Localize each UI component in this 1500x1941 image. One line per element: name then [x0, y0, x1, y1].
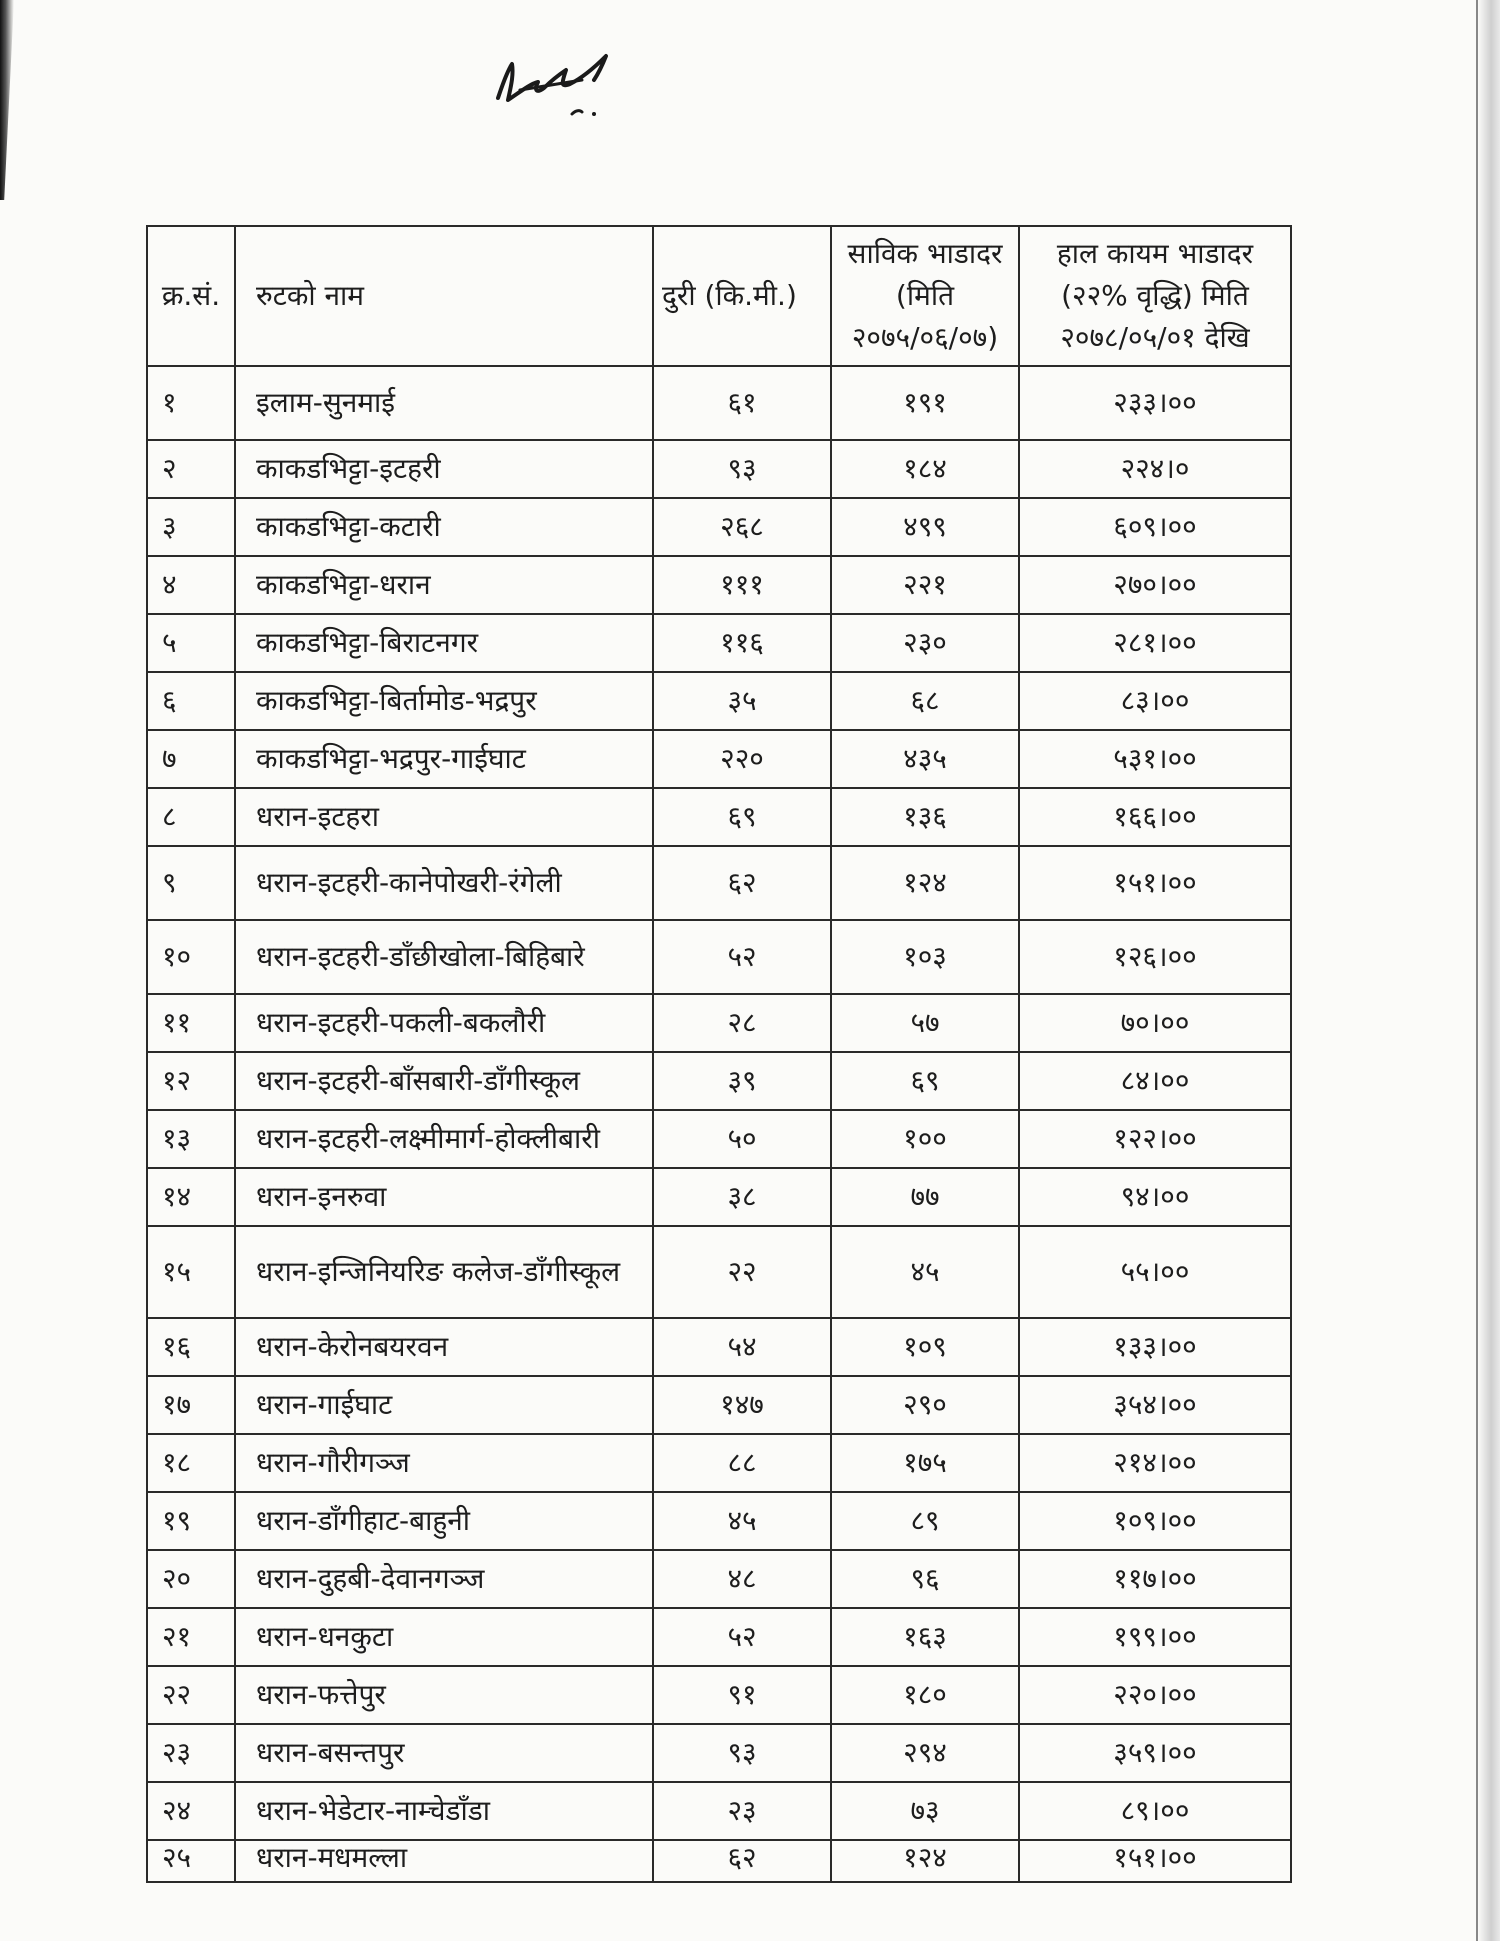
table-row — [147, 1782, 1291, 1840]
cell-distance: ५० — [653, 1110, 831, 1168]
cell-old-fare: १८४ — [831, 440, 1019, 498]
cell-new-fare: ३५४।०० — [1019, 1376, 1291, 1434]
cell-route-name: काकडभिट्टा-बिराटनगर — [235, 614, 653, 672]
cell-new-fare: ३५९।०० — [1019, 1724, 1291, 1782]
cell-old-fare: २३० — [831, 614, 1019, 672]
header-route-name: रुटको नाम — [235, 226, 653, 366]
cell-old-fare: १७५ — [831, 1434, 1019, 1492]
cell-distance: ३९ — [653, 1052, 831, 1110]
cell-route-name: धरान-इटहरा — [235, 788, 653, 846]
header-new-fare: हाल कायम भाडादर (२२% वृद्धि) मिति २०७८/०५/०१ देखि — [1019, 226, 1291, 366]
cell-route-name: धरान-केरोनबयरवन — [235, 1318, 653, 1376]
cell-route-name: धरान-दुहबी-देवानगञ्ज — [235, 1550, 653, 1608]
cell-old-fare: ९६ — [831, 1550, 1019, 1608]
cell-serial-number: ३ — [147, 498, 235, 556]
table-row — [147, 788, 1291, 846]
cell-old-fare: १६३ — [831, 1608, 1019, 1666]
cell-route-name: काकडभिट्टा-कटारी — [235, 498, 653, 556]
cell-route-name: इलाम-सुनमाई — [235, 366, 653, 440]
cell-serial-number: ४ — [147, 556, 235, 614]
cell-new-fare: १०९।०० — [1019, 1492, 1291, 1550]
cell-old-fare: २९० — [831, 1376, 1019, 1434]
cell-distance: ३८ — [653, 1168, 831, 1226]
cell-new-fare: २३३।०० — [1019, 366, 1291, 440]
table-row — [147, 1052, 1291, 1110]
cell-distance: ९३ — [653, 440, 831, 498]
cell-new-fare: ९४।०० — [1019, 1168, 1291, 1226]
header-distance: दुरी (कि.मी.) — [653, 226, 831, 366]
cell-route-name: धरान-इटहरी-पकली-बकलौरी — [235, 994, 653, 1052]
cell-distance: २८ — [653, 994, 831, 1052]
cell-old-fare: २९४ — [831, 1724, 1019, 1782]
table-row — [147, 1550, 1291, 1608]
cell-new-fare: ८९।०० — [1019, 1782, 1291, 1840]
cell-old-fare: १०० — [831, 1110, 1019, 1168]
cell-serial-number: १५ — [147, 1226, 235, 1318]
cell-distance: ३५ — [653, 672, 831, 730]
cell-old-fare: ४३५ — [831, 730, 1019, 788]
cell-serial-number: ५ — [147, 614, 235, 672]
cell-serial-number: ९ — [147, 846, 235, 920]
cell-new-fare: १२२।०० — [1019, 1110, 1291, 1168]
cell-old-fare: १२४ — [831, 846, 1019, 920]
cell-distance: २२ — [653, 1226, 831, 1318]
table-row — [147, 366, 1291, 440]
cell-route-name: धरान-गाईघाट — [235, 1376, 653, 1434]
cell-old-fare: ४९९ — [831, 498, 1019, 556]
cell-serial-number: २० — [147, 1550, 235, 1608]
cell-new-fare: १५१।०० — [1019, 846, 1291, 920]
table-row — [147, 920, 1291, 994]
cell-serial-number: १६ — [147, 1318, 235, 1376]
cell-new-fare: ८३।०० — [1019, 672, 1291, 730]
cell-serial-number: २१ — [147, 1608, 235, 1666]
cell-route-name: धरान-इटहरी-कानेपोखरी-रंगेली — [235, 846, 653, 920]
cell-serial-number: १९ — [147, 1492, 235, 1550]
cell-old-fare: १०९ — [831, 1318, 1019, 1376]
cell-route-name: धरान-धनकुटा — [235, 1608, 653, 1666]
cell-old-fare: ६९ — [831, 1052, 1019, 1110]
cell-route-name: धरान-मधमल्ला — [235, 1840, 653, 1882]
header-serial-number: क्र.सं. — [147, 226, 235, 366]
scan-edge-right — [1476, 0, 1500, 1941]
cell-distance: २६८ — [653, 498, 831, 556]
cell-old-fare: १०३ — [831, 920, 1019, 994]
cell-route-name: काकडभिट्टा-बिर्तामोड-भद्रपुर — [235, 672, 653, 730]
cell-distance: ६९ — [653, 788, 831, 846]
cell-route-name: काकडभिट्टा-भद्रपुर-गाईघाट — [235, 730, 653, 788]
cell-route-name: धरान-गौरीगञ्ज — [235, 1434, 653, 1492]
cell-distance: ५४ — [653, 1318, 831, 1376]
cell-serial-number: १३ — [147, 1110, 235, 1168]
table-row — [147, 1226, 1291, 1318]
table-row — [147, 1110, 1291, 1168]
cell-distance: ९३ — [653, 1724, 831, 1782]
header-old-fare: साविक भाडादर (मिति २०७५/०६/०७) — [831, 226, 1019, 366]
cell-distance: ५२ — [653, 920, 831, 994]
table-row — [147, 1666, 1291, 1724]
cell-serial-number: १ — [147, 366, 235, 440]
cell-route-name: काकडभिट्टा-इटहरी — [235, 440, 653, 498]
cell-serial-number: २४ — [147, 1782, 235, 1840]
cell-distance: ८८ — [653, 1434, 831, 1492]
table-row — [147, 846, 1291, 920]
cell-old-fare: ७३ — [831, 1782, 1019, 1840]
table-row — [147, 730, 1291, 788]
table-header-row — [147, 226, 1291, 366]
scan-shadow-left — [0, 0, 14, 200]
table-row — [147, 1608, 1291, 1666]
cell-new-fare: ११७।०० — [1019, 1550, 1291, 1608]
cell-new-fare: २२०।०० — [1019, 1666, 1291, 1724]
table-row — [147, 1168, 1291, 1226]
cell-distance: ११६ — [653, 614, 831, 672]
table-row — [147, 498, 1291, 556]
table-row — [147, 1492, 1291, 1550]
cell-old-fare: १२४ — [831, 1840, 1019, 1882]
table-row — [147, 614, 1291, 672]
cell-old-fare: १८० — [831, 1666, 1019, 1724]
cell-old-fare: १३६ — [831, 788, 1019, 846]
cell-serial-number: २ — [147, 440, 235, 498]
cell-distance: २२० — [653, 730, 831, 788]
cell-new-fare: २१४।०० — [1019, 1434, 1291, 1492]
cell-distance: १११ — [653, 556, 831, 614]
cell-distance: ९१ — [653, 1666, 831, 1724]
cell-distance: ४५ — [653, 1492, 831, 1550]
cell-route-name: काकडभिट्टा-धरान — [235, 556, 653, 614]
cell-old-fare: ५७ — [831, 994, 1019, 1052]
cell-distance: २३ — [653, 1782, 831, 1840]
cell-distance: ६२ — [653, 1840, 831, 1882]
cell-serial-number: ११ — [147, 994, 235, 1052]
cell-new-fare: १२६।०० — [1019, 920, 1291, 994]
cell-old-fare: ७७ — [831, 1168, 1019, 1226]
table-row — [147, 440, 1291, 498]
cell-new-fare: १९९।०० — [1019, 1608, 1291, 1666]
table-row — [147, 556, 1291, 614]
cell-old-fare: २२१ — [831, 556, 1019, 614]
cell-new-fare: ७०।०० — [1019, 994, 1291, 1052]
cell-new-fare: ५५।०० — [1019, 1226, 1291, 1318]
cell-distance: ५२ — [653, 1608, 831, 1666]
cell-serial-number: १८ — [147, 1434, 235, 1492]
cell-new-fare: ६०९।०० — [1019, 498, 1291, 556]
cell-new-fare: १६६।०० — [1019, 788, 1291, 846]
table-row — [147, 1434, 1291, 1492]
cell-old-fare: ६८ — [831, 672, 1019, 730]
handwritten-signature — [490, 40, 640, 120]
cell-route-name: धरान-डाँगीहाट-बाहुनी — [235, 1492, 653, 1550]
cell-old-fare: १९१ — [831, 366, 1019, 440]
cell-new-fare: ५३१।०० — [1019, 730, 1291, 788]
cell-serial-number: २२ — [147, 1666, 235, 1724]
cell-old-fare: ८९ — [831, 1492, 1019, 1550]
cell-route-name: धरान-फत्तेपुर — [235, 1666, 653, 1724]
cell-distance: ४८ — [653, 1550, 831, 1608]
cell-new-fare: २७०।०० — [1019, 556, 1291, 614]
cell-new-fare: १३३।०० — [1019, 1318, 1291, 1376]
table-row — [147, 1376, 1291, 1434]
cell-new-fare: २२४।० — [1019, 440, 1291, 498]
cell-serial-number: १० — [147, 920, 235, 994]
table-row — [147, 672, 1291, 730]
cell-serial-number: १२ — [147, 1052, 235, 1110]
cell-distance: १४७ — [653, 1376, 831, 1434]
table-row — [147, 994, 1291, 1052]
cell-serial-number: ६ — [147, 672, 235, 730]
cell-distance: ६१ — [653, 366, 831, 440]
cell-route-name: धरान-इनरुवा — [235, 1168, 653, 1226]
table-row — [147, 1840, 1291, 1882]
cell-serial-number: ८ — [147, 788, 235, 846]
cell-serial-number: ७ — [147, 730, 235, 788]
cell-route-name: धरान-भेडेटार-नाम्चेडाँडा — [235, 1782, 653, 1840]
cell-old-fare: ४५ — [831, 1226, 1019, 1318]
cell-distance: ६२ — [653, 846, 831, 920]
cell-serial-number: २३ — [147, 1724, 235, 1782]
table-row — [147, 1318, 1291, 1376]
cell-route-name: धरान-बसन्तपुर — [235, 1724, 653, 1782]
cell-serial-number: २५ — [147, 1840, 235, 1882]
fare-table — [146, 225, 1292, 1883]
cell-serial-number: १४ — [147, 1168, 235, 1226]
table-row — [147, 1724, 1291, 1782]
cell-route-name: धरान-इटहरी-लक्ष्मीमार्ग-होक्लीबारी — [235, 1110, 653, 1168]
cell-route-name: धरान-इटहरी-डाँछीखोला-बिहिबारे — [235, 920, 653, 994]
cell-new-fare: ८४।०० — [1019, 1052, 1291, 1110]
cell-serial-number: १७ — [147, 1376, 235, 1434]
cell-new-fare: २८१।०० — [1019, 614, 1291, 672]
cell-route-name: धरान-इटहरी-बाँसबारी-डाँगीस्कूल — [235, 1052, 653, 1110]
cell-new-fare: १५१।०० — [1019, 1840, 1291, 1882]
cell-route-name: धरान-इन्जिनियरिङ कलेज-डाँगीस्कूल — [235, 1226, 653, 1318]
